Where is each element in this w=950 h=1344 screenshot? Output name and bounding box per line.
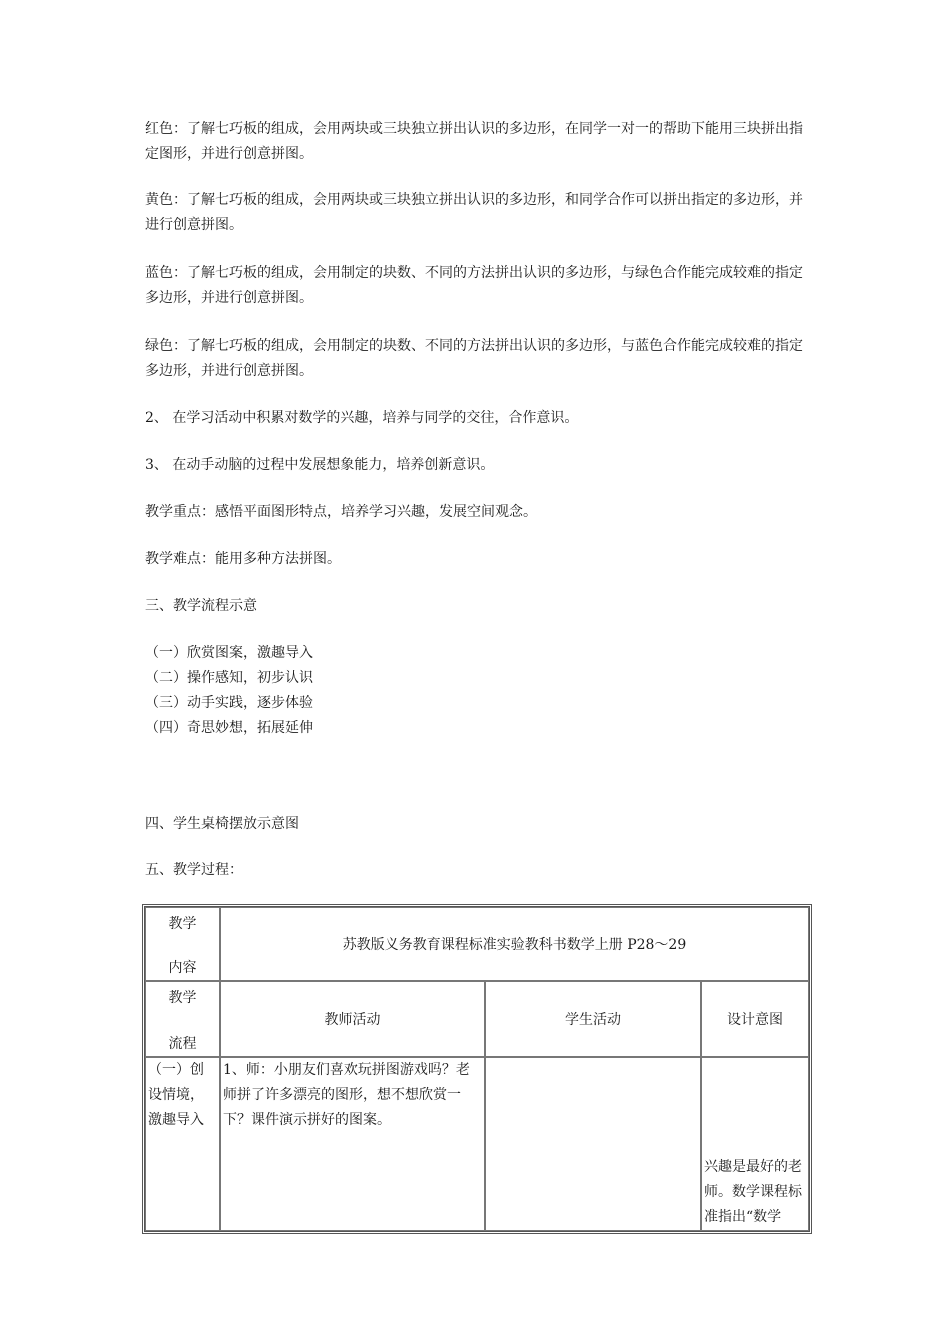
row1-stage-cell xyxy=(145,1057,220,1231)
section3-title: 三、教学流程示意 xyxy=(145,598,257,614)
row1-design-cell xyxy=(701,1057,809,1231)
section4-title: 四、学生桌椅摆放示意图 xyxy=(145,816,299,832)
flow-label-cell xyxy=(145,981,220,1057)
level-red: 红色：了解七巧板的组成，会用两块或三块独立拼出认识的多边形，在同学一对一的帮助下能用三块拼出指定图形，并进行创意拼图。 xyxy=(145,121,803,162)
flow-step-1: （一）欣赏图案，激趣导入 xyxy=(145,645,313,661)
teaching-process-table xyxy=(142,904,812,1234)
row1-design: 兴趣是最好的老师。数学课程标准指出“数学 xyxy=(704,1159,802,1225)
flow-step-2: （二）操作感知，初步认识 xyxy=(145,670,313,686)
difficulty: 教学难点：能用多种方法拼图。 xyxy=(145,551,341,567)
level-blue: 蓝色：了解七巧板的组成，会用制定的块数、不同的方法拼出认识的多边形，与绿色合作能完成较难的指定多边形，并进行创意拼图。 xyxy=(145,265,803,306)
section5-title: 五、教学过程： xyxy=(145,862,243,878)
col-student-header: 学生活动 xyxy=(485,981,701,1057)
row1-stage: （一）创设情境，激趣导入 xyxy=(148,1062,204,1128)
goal-3: 3、 在动手动脑的过程中发展想象能力，培养创新意识。 xyxy=(145,457,495,473)
content-label-cell xyxy=(145,907,220,981)
flow-step-3: （三）动手实践，逐步体验 xyxy=(145,695,313,711)
level-yellow: 黄色：了解七巧板的组成，会用两块或三块独立拼出认识的多边形，和同学合作可以拼出指定的多边形，并进行创意拼图。 xyxy=(145,192,803,233)
row1-teacher-cell xyxy=(220,1057,485,1231)
row1-student-cell xyxy=(485,1057,701,1231)
flow-label-bottom: 流程 xyxy=(168,1036,197,1052)
table-row-stage-1 xyxy=(145,1057,809,1231)
col-teacher-header: 教师活动 xyxy=(220,981,485,1057)
content-label-bottom: 内容 xyxy=(168,960,197,976)
flow-label-top: 教学 xyxy=(168,990,197,1006)
flow-step-4: （四）奇思妙想，拓展延伸 xyxy=(145,720,313,736)
table-row-content xyxy=(145,907,809,981)
table-row-header xyxy=(145,981,809,1057)
col-design-header: 设计意图 xyxy=(701,981,809,1057)
content-value-cell: 苏教版义务教育课程标准实验教科书数学上册 P28～29 xyxy=(220,907,809,981)
row1-teacher: 1、师：小朋友们喜欢玩拼图游戏吗？老师拼了许多漂亮的图形，想不想欣赏一下？课件演示拼好的图案。 xyxy=(223,1062,470,1128)
content-label-top: 教学 xyxy=(168,916,197,932)
level-green: 绿色：了解七巧板的组成，会用制定的块数、不同的方法拼出认识的多边形，与蓝色合作能完成较难的指定多边形，并进行创意拼图。 xyxy=(145,338,803,379)
goal-2: 2、 在学习活动中积累对数学的兴趣，培养与同学的交往，合作意识。 xyxy=(145,410,579,426)
key-point: 教学重点：感悟平面图形特点，培养学习兴趣，发展空间观念。 xyxy=(145,504,537,520)
